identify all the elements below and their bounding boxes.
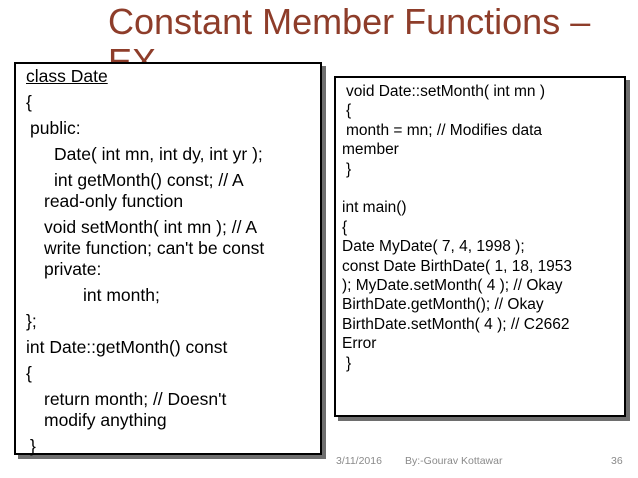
code-line: { [342, 218, 348, 236]
code-line: Error [342, 335, 377, 353]
code-line: Date MyDate( 7, 4, 1998 ); [342, 238, 525, 256]
code-line: BirthDate.setMonth( 4 ); // C2662 [342, 315, 570, 333]
code-line: { [346, 102, 352, 120]
slide-number: 36 [611, 455, 623, 467]
code-line: int Date::getMonth() const [26, 337, 228, 357]
code-line: member [342, 141, 399, 159]
class-definition-code-box [14, 62, 322, 455]
code-line: return month; // Doesn't [44, 389, 227, 409]
code-line: BirthDate.getMonth(); // Okay [342, 296, 544, 314]
code-line: write function; can't be const [44, 238, 265, 258]
code-line: }; [26, 311, 37, 331]
code-line: int month; [83, 285, 160, 305]
code-line: ); MyDate.setMonth( 4 ); // Okay [342, 277, 563, 295]
code-line: Date( int mn, int dy, int yr ); [54, 144, 263, 164]
code-line: public: [30, 118, 81, 138]
code-line: read-only function [44, 191, 184, 211]
footer-date: 3/11/2016 [336, 455, 382, 467]
blank-line [342, 179, 616, 198]
function-implementation-code-box [334, 76, 626, 417]
code-line: private: [44, 259, 102, 279]
code-line: } [30, 436, 36, 456]
code-line: class Date [26, 66, 108, 86]
code-line: month = mn; // Modifies data [346, 121, 542, 139]
code-line: } [346, 354, 352, 372]
code-line: const Date BirthDate( 1, 18, 1953 [342, 257, 573, 275]
code-line: { [26, 92, 32, 112]
code-line: { [26, 363, 32, 383]
code-line: int getMonth() const; // A [54, 170, 244, 190]
code-line: } [346, 160, 352, 178]
code-line: void setMonth( int mn ); // A [44, 217, 257, 237]
slide-title: Constant Member Functions – [108, 1, 591, 42]
code-line: int main() [342, 199, 407, 217]
code-line: void Date::setMonth( int mn ) [346, 83, 545, 100]
code-line: modify anything [44, 410, 167, 430]
footer-author: By:-Gourav Kottawar [405, 455, 503, 467]
